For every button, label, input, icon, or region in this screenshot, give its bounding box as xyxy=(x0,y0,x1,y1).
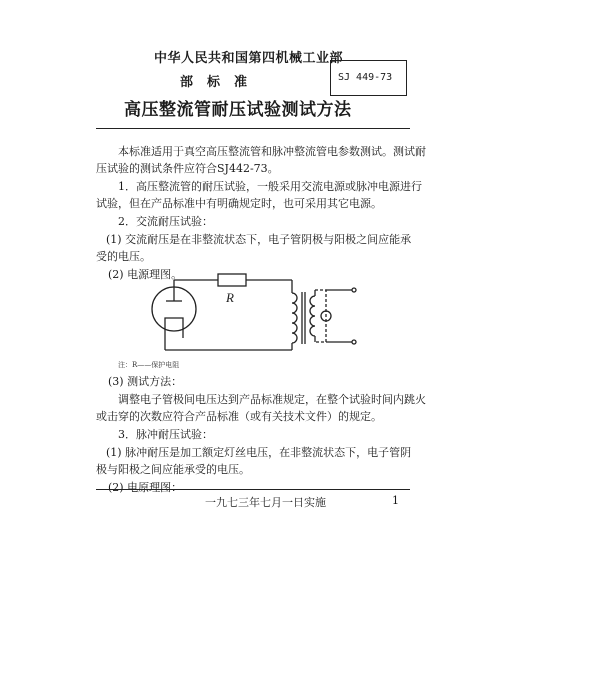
effective-date: 一九七三年七月一日实施 xyxy=(205,496,326,509)
section-2-2: (2) 电源理图。 xyxy=(108,268,183,281)
resistor-label: R xyxy=(226,290,234,305)
section-1-line-2: 试验，但在产品标准中有明确规定时，也可采用其它电源。 xyxy=(96,197,382,210)
section-2-1-line-1: (1) 交流耐压是在非整流状态下，电子管阴极与阳极之间应能承 xyxy=(106,233,412,246)
circuit-diagram xyxy=(140,268,380,363)
standard-type: 部标准 xyxy=(180,75,262,90)
ministry-name: 中华人民共和国第四机械工业部 xyxy=(154,51,344,66)
document-title: 高压整流管耐压试验测试方法 xyxy=(124,100,352,120)
page-number: 1 xyxy=(392,494,399,507)
protective-resistor-symbol xyxy=(218,274,246,286)
section-2-3: (3) 测试方法： xyxy=(108,375,183,388)
input-terminal-top xyxy=(352,288,356,292)
section-3-2: (2) 电原理图： xyxy=(108,481,183,494)
section-1-line-1: 1．高压整流管的耐压试验，一般采用交流电源或脉冲电源进行 xyxy=(118,180,422,193)
section-2-3-line-2: 或击穿的次数应符合产品标准（或有关技术文件）的规定。 xyxy=(96,410,382,423)
section-3-heading: 3．脉冲耐压试验： xyxy=(118,428,213,441)
standard-number: SJ 449-73 xyxy=(338,72,393,83)
transformer-primary-coil xyxy=(292,293,297,343)
diagram-note: 注：R——保护电阻 xyxy=(118,361,180,369)
top-divider xyxy=(96,128,410,129)
section-3-1-line-2: 极与阳极之间应能承受的电压。 xyxy=(96,463,250,476)
footer-divider xyxy=(96,489,410,490)
section-2-1-line-2: 受的电压。 xyxy=(96,250,151,263)
section-2-heading: 2．交流耐压试验： xyxy=(118,215,213,228)
intro-line-1: 本标准适用于真空高压整流管和脉冲整流管电参数测试。测试耐 xyxy=(118,145,426,158)
section-3-1-line-1: (1) 脉冲耐压是加工额定灯丝电压，在非整流状态下，电子管阴 xyxy=(106,446,412,459)
input-terminal-bottom xyxy=(352,340,356,344)
intro-line-2: 压试验的测试条件应符合SJ442-73。 xyxy=(96,162,279,175)
section-2-3-line-1: 调整电子管极间电压达到产品标准规定，在整个试验时间内跳火 xyxy=(118,393,426,406)
transformer-secondary-coil xyxy=(310,296,315,336)
